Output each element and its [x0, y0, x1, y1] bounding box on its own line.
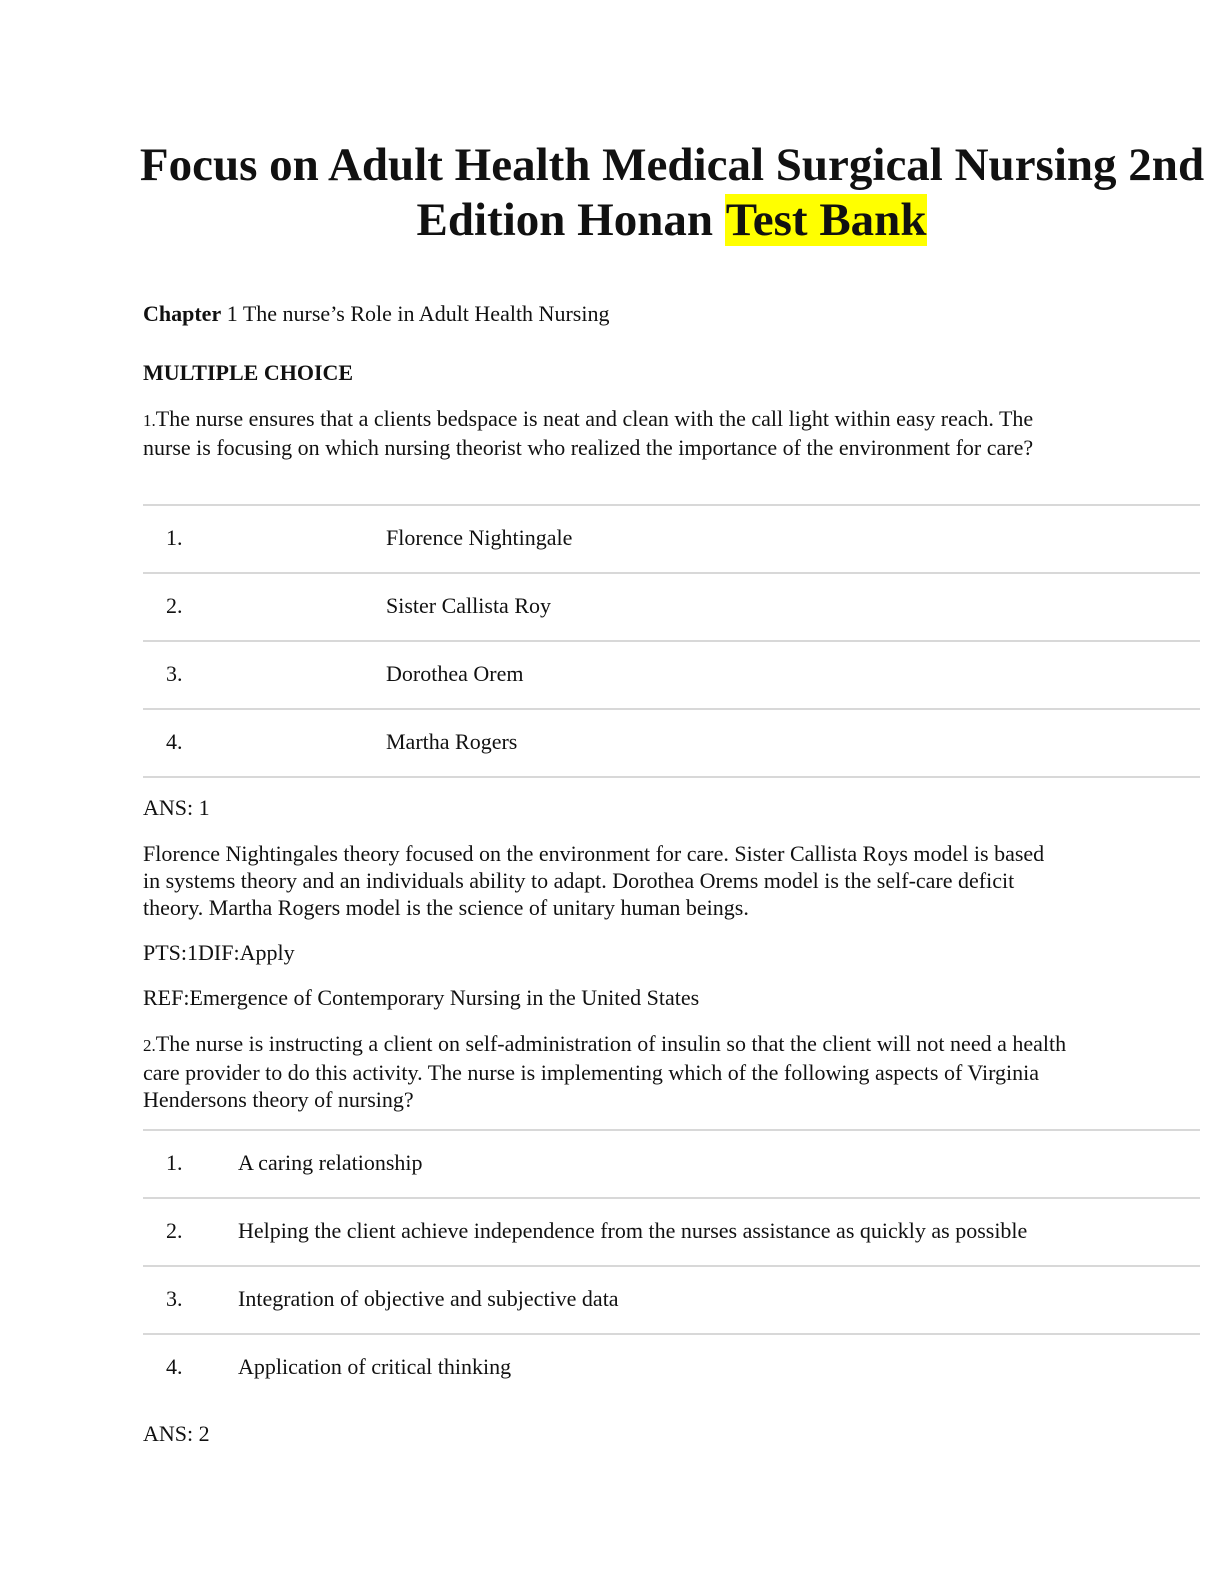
question-1-reference: REF:Emergence of Contemporary Nursing in the United States: [143, 985, 700, 1010]
choice-text: Sister Callista Roy: [386, 593, 551, 618]
choice-text: A caring relationship: [238, 1150, 423, 1175]
question-1-text: The nurse ensures that a clients bedspace is neat and clean with the call light within easy reach. The nurse is focusing on which nursing theorist who realized the importance of the environment for care?: [143, 406, 1034, 460]
question-1-number: 1.: [143, 411, 156, 430]
choice-number: 2.: [166, 1218, 183, 1243]
title-line-1: Focus on Adult Health Medical Surgical Nursing 2nd: [139, 139, 1205, 191]
question-1-rationale: Florence Nightingales theory focused on the environment for care. Sister Callista Roys model is based in systems theory and an individuals ability to adapt. Dorothea Orems model is the self-care deficit theory. Martha Rogers model is the science of unitary human beings.: [143, 841, 1045, 920]
choice-row: [143, 1335, 1200, 1401]
title-line-2-text: Edition Honan: [416, 194, 725, 246]
choice-row: [143, 574, 1200, 642]
choice-number: 1.: [166, 1150, 183, 1175]
question-2-text: The nurse is instructing a client on self-administration of insulin so that the client will not need a health care provider to do this activity. The nurse is implementing which of the following aspects of Virginia Hendersons theory of nursing?: [143, 1031, 1067, 1112]
question-2-number: 2.: [143, 1036, 156, 1055]
title-highlight: Test Bank: [725, 194, 927, 246]
chapter-heading: [143, 301, 609, 327]
choice-text: Dorothea Orem: [386, 661, 524, 686]
choice-number: 3.: [166, 661, 183, 686]
choice-number: 4.: [166, 729, 183, 754]
choice-row: [143, 1199, 1200, 1267]
choice-text: Application of critical thinking: [238, 1354, 512, 1379]
document-title: [110, 138, 1224, 248]
chapter-title: 1 The nurse’s Role in Adult Health Nursing: [221, 301, 610, 326]
question-2-stem: [143, 1030, 1073, 1113]
question-2-answer: ANS: 2: [143, 1421, 210, 1446]
choice-row: [143, 1131, 1200, 1199]
choice-text: Integration of objective and subjective data: [238, 1286, 619, 1311]
question-1-answer: ANS: 1: [143, 795, 210, 820]
question-1-stem: [143, 405, 1083, 461]
choice-text: Martha Rogers: [386, 729, 518, 754]
chapter-label: Chapter: [143, 301, 222, 326]
section-heading: MULTIPLE CHOICE: [143, 360, 354, 385]
choice-number: 3.: [166, 1286, 183, 1311]
choice-number: 1.: [166, 525, 183, 550]
question-2-choices: [143, 1129, 1200, 1401]
question-1-choices: [143, 504, 1200, 778]
choice-text: Helping the client achieve independence from the nurses assistance as quickly as possible: [238, 1218, 1028, 1243]
choice-row: [143, 710, 1200, 778]
choice-row: [143, 642, 1200, 710]
choice-number: 2.: [166, 593, 183, 618]
choice-number: 4.: [166, 1354, 183, 1379]
question-1-points: PTS:1DIF:Apply: [143, 940, 295, 965]
title-line-2: [110, 193, 1224, 248]
choice-row: [143, 506, 1200, 574]
choice-row: [143, 1267, 1200, 1335]
choice-text: Florence Nightingale: [386, 525, 573, 550]
